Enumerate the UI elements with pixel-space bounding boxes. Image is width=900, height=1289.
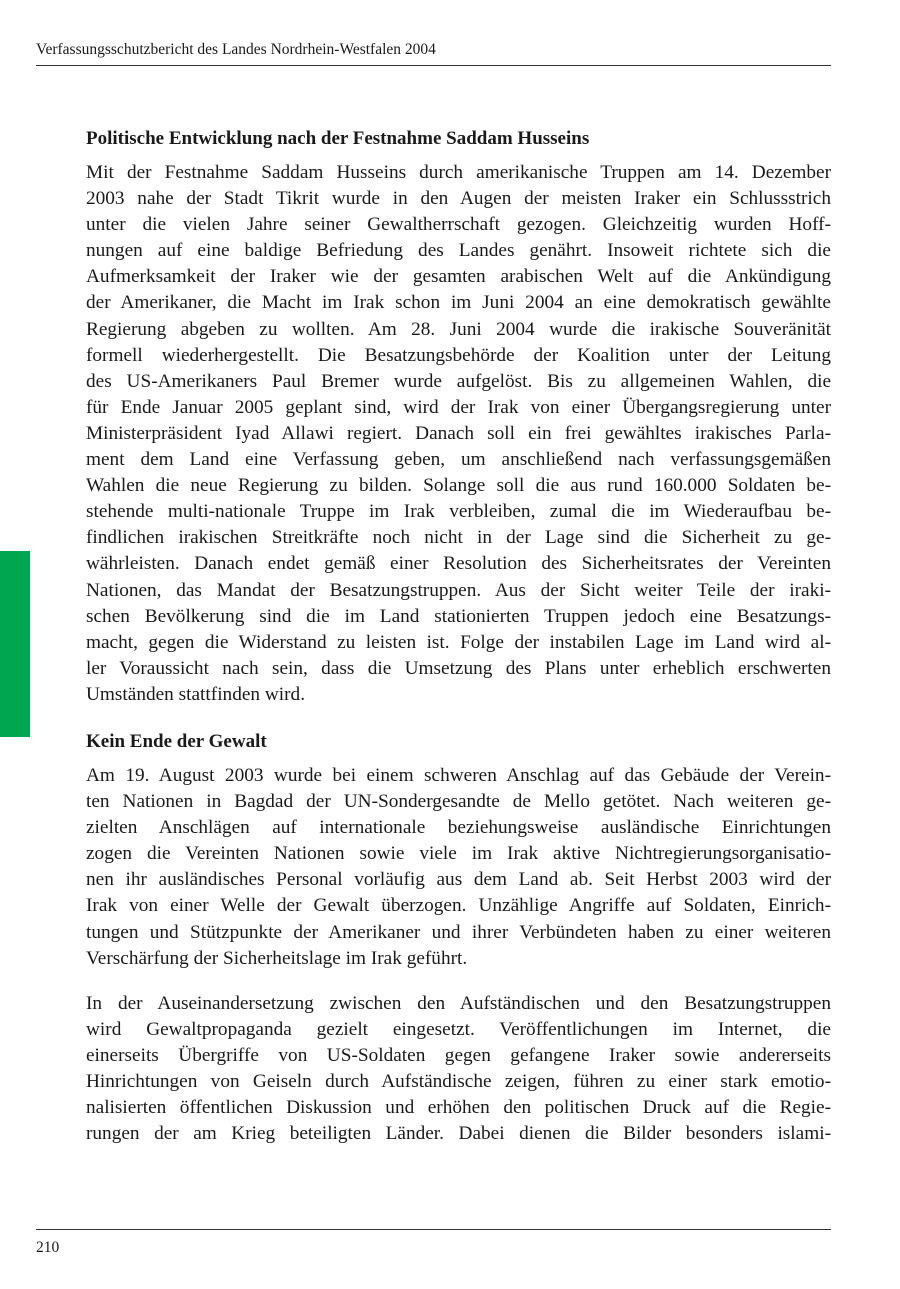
text-line: Umständen stattfinden wird.: [86, 683, 306, 705]
text-line: ten Nationen in Bagdad der UN-Sondergesandte de Mello getötet. Nach weiteren ge-: [86, 791, 831, 813]
text-line: In der Auseinandersetzung zwischen den Aufständischen und den Besatzungstruppen: [86, 992, 831, 1014]
text-line: für Ende Januar 2005 geplant sind, wird der Irak von einer Übergangsregierung unter: [86, 396, 831, 418]
text-line: macht, gegen die Widerstand zu leisten ist. Folge der instabilen Lage im Land wird al-: [86, 631, 831, 653]
text-line: wird Gewaltpropaganda gezielt eingesetzt. Veröffentlichungen im Internet, die: [86, 1018, 831, 1040]
text-line: schen Bevölkerung sind die im Land stationierten Truppen jedoch eine Besatzungs-: [86, 605, 831, 627]
text-line: Am 19. August 2003 wurde bei einem schweren Anschlag auf das Gebäude der Verein-: [86, 764, 831, 786]
text-line: Regierung abgeben zu wollten. Am 28. Juni 2004 wurde die irakische Souveränität: [86, 318, 831, 340]
text-line: währleisten. Danach endet gemäß einer Resolution des Sicherheitsrates der Vereinten: [86, 553, 831, 575]
text-line: findlichen irakischen Streitkräfte noch nicht in der Lage sind die Sicherheit zu ge-: [86, 527, 831, 549]
text-line: Mit der Festnahme Saddam Husseins durch amerikanische Truppen am 14. Dezember: [86, 162, 831, 183]
text-line: zielten Anschlägen auf internationale beziehungsweise ausländische Einrichtungen: [86, 817, 831, 839]
text-line: stehende multi-nationale Truppe im Irak verbleiben, zumal die im Wiederaufbau be-: [86, 501, 831, 523]
text-line: nungen auf eine baldige Befriedung des Landes genährt. Insoweit richtete sich die: [86, 240, 831, 262]
text-line: des US-Amerikaners Paul Bremer wurde aufgelöst. Bis zu allgemeinen Wahlen, die: [86, 370, 831, 392]
text-line: zogen die Vereinten Nationen sowie viele im Irak aktive Nichtregierungsorganisatio-: [86, 843, 831, 865]
text-line: formell wiederhergestellt. Die Besatzungsbehörde der Koalition unter der Leitung: [86, 344, 831, 366]
section-heading-kein-ende-der-gewalt: Kein Ende der Gewalt: [86, 730, 267, 752]
paragraph: [86, 160, 831, 708]
text-line: ment dem Land eine Verfassung geben, um anschließend nach verfassungsgemäßen: [86, 449, 831, 471]
header-rule: [36, 65, 831, 66]
text-line: Aufmerksamkeit der Iraker wie der gesamten arabischen Welt auf die Ankündigung: [86, 266, 831, 288]
text-line: nen ihr ausländisches Personal vorläufig aus dem Land ab. Seit Herbst 2003 wird der: [86, 869, 831, 891]
page-number: 210: [36, 1239, 60, 1256]
running-header: Verfassungsschutzbericht des Landes Nordrhein-Westfalen 2004: [36, 41, 436, 58]
text-line: ler Voraussicht nach sein, dass die Umsetzung des Plans unter erheblich erschwerten: [86, 657, 831, 679]
text-line: unter die vielen Jahre seiner Gewaltherrschaft gezogen. Gleichzeitig wurden Hoff-: [86, 214, 831, 236]
text-line: Ministerpräsident Iyad Allawi regiert. Danach soll ein frei gewähltes irakisches Parla-: [86, 422, 831, 444]
text-line: nalisierten öffentlichen Diskussion und erhöhen den politischen Druck auf die Regie-: [86, 1097, 831, 1119]
text-line: Hinrichtungen von Geiseln durch Aufständische zeigen, führen zu einer stark emotio-: [86, 1071, 831, 1092]
paragraph: [86, 991, 831, 1148]
text-line: tungen und Stützpunkte der Amerikaner und ihrer Verbündeten haben zu einer weiteren: [86, 921, 831, 943]
chapter-tab-marker: [0, 551, 30, 737]
text-line: rungen der am Krieg beteiligten Länder. Dabei dienen die Bilder besonders islami-: [86, 1123, 831, 1145]
paragraph: [86, 763, 831, 972]
section-heading-politische-entwicklung: Politische Entwicklung nach der Festnahme Saddam Husseins: [86, 128, 590, 149]
text-line: 2003 nahe der Stadt Tikrit wurde in den Augen der meisten Iraker ein Schlussstrich: [86, 188, 831, 210]
text-line: Verschärfung der Sicherheitslage im Irak geführt.: [86, 947, 468, 969]
page-body: [86, 126, 831, 1147]
footer-rule: [36, 1229, 831, 1230]
text-line: der Amerikaner, die Macht im Irak schon im Juni 2004 an eine demokratisch gewählte: [86, 292, 831, 314]
text-line: Nationen, das Mandat der Besatzungstruppen. Aus der Sicht weiter Teile der iraki-: [86, 579, 831, 601]
text-line: Wahlen die neue Regierung zu bilden. Solange soll die aus rund 160.000 Soldaten be-: [86, 475, 831, 497]
text-line: einerseits Übergriffe von US-Soldaten gegen gefangene Iraker sowie andererseits: [86, 1044, 831, 1066]
text-line: Irak von einer Welle der Gewalt überzogen. Unzählige Angriffe auf Soldaten, Einrich-: [86, 895, 831, 917]
